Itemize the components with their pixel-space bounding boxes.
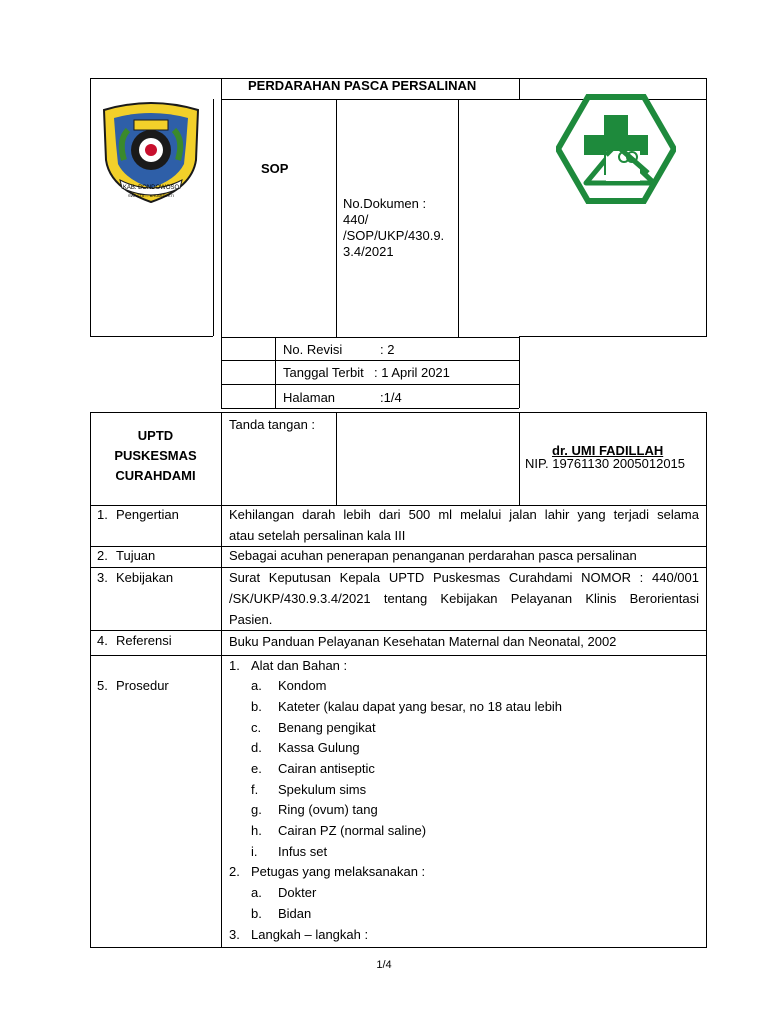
pengertian-text-line: atau setelah persalinan kala III [229,528,406,543]
list-letter: a. [251,678,262,693]
section-number: 4. [97,633,108,648]
list-item: Benang pengikat [278,720,376,735]
doc-no-line-1: 440/ [343,212,369,227]
doc-no-line-3: 3.4/2021 [343,244,394,259]
list-letter: g. [251,802,262,817]
tujuan-text: Sebagai acuhan penerapan penanganan perdarahan pasca persalinan [229,548,637,563]
crest-motto-text: SWASTA ... BHUMISEKTI [127,193,175,198]
section-number: 1. [97,507,108,522]
doc-no-label: No.Dokumen : [343,196,427,211]
kebijakan-text-line: Pasien. [229,612,273,627]
list-item: Kassa Gulung [278,740,360,755]
sop-label: SOP [261,161,289,176]
section-label-referensi: Referensi [116,633,172,648]
section-label-prosedur: Prosedur [116,678,169,693]
list-item: Kateter (kalau dapat yang besar, no 18 atau lebih [278,699,563,714]
list-item: Bidan [278,906,312,921]
halaman-label: Halaman [283,390,336,405]
revisi-value: : 2 [380,342,395,357]
step-number: 3. [229,927,240,942]
section-label-pengertian: Pengertian [116,507,179,522]
list-letter: d. [251,740,262,755]
org-line-3: CURAHDAMI [115,468,196,483]
pengertian-text-line: Kehilangan darah lebih dari 500 ml melalui jalan lahir yang terjadi selama [229,507,699,522]
signatory-nip: NIP. 19761130 2005012015 [525,456,686,471]
signatory-name: dr. UMI FADILLAH [552,443,664,458]
crest-banner-text: KAB. BONDOWOSO [122,185,180,191]
page-number: 1/4 [376,959,392,971]
step-title: Alat dan Bahan : [251,658,348,673]
list-item: Ring (ovum) tang [278,802,378,817]
list-letter: b. [251,906,262,921]
section-label-tujuan: Tujuan [116,548,156,563]
tanggal-value: : 1 April 2021 [374,365,450,380]
step-title: Langkah – langkah : [251,927,369,942]
referensi-text: Buku Panduan Pelayanan Kesehatan Maternal dan Neonatal, 2002 [229,634,617,649]
section-number: 3. [97,570,108,585]
list-item: Cairan antiseptic [278,761,375,776]
puskesmas-logo [556,93,676,210]
section-number: 5. [97,678,108,693]
list-letter: e. [251,761,262,776]
tanggal-label: Tanggal Terbit [283,365,364,380]
step-number: 1. [229,658,240,673]
section-number: 2. [97,548,108,563]
list-letter: b. [251,699,262,714]
list-item: Infus set [278,844,328,859]
list-letter: i. [251,844,258,859]
list-letter: c. [251,720,262,735]
list-letter: f. [251,782,259,797]
doc-no-line-2: /SOP/UKP/430.9. [343,228,445,243]
list-item: Dokter [278,885,317,900]
kebijakan-text-line: /SK/UKP/430.9.3.4/2021 tentang Kebijakan Pelayanan Klinis Berorientasi [229,591,699,606]
halaman-value: :1/4 [380,390,402,405]
step-title: Petugas yang melaksanakan : [251,864,426,879]
regency-crest-logo [96,100,206,211]
org-line-1: UPTD [137,428,174,443]
list-item: Kondom [278,678,327,693]
revisi-label: No. Revisi [283,342,343,357]
kebijakan-text-line: Surat Keputusan Kepala UPTD Puskesmas Curahdami NOMOR : 440/001 [229,570,699,585]
document-title: PERDARAHAN PASCA PERSALINAN [248,78,477,93]
section-label-kebijakan: Kebijakan [116,570,174,585]
org-line-2: PUSKESMAS [114,448,197,463]
signature-label: Tanda tangan : [229,417,316,432]
list-letter: a. [251,885,262,900]
list-letter: h. [251,823,262,838]
list-item: Spekulum sims [278,782,367,797]
step-number: 2. [229,864,240,879]
list-item: Cairan PZ (normal saline) [278,823,427,838]
